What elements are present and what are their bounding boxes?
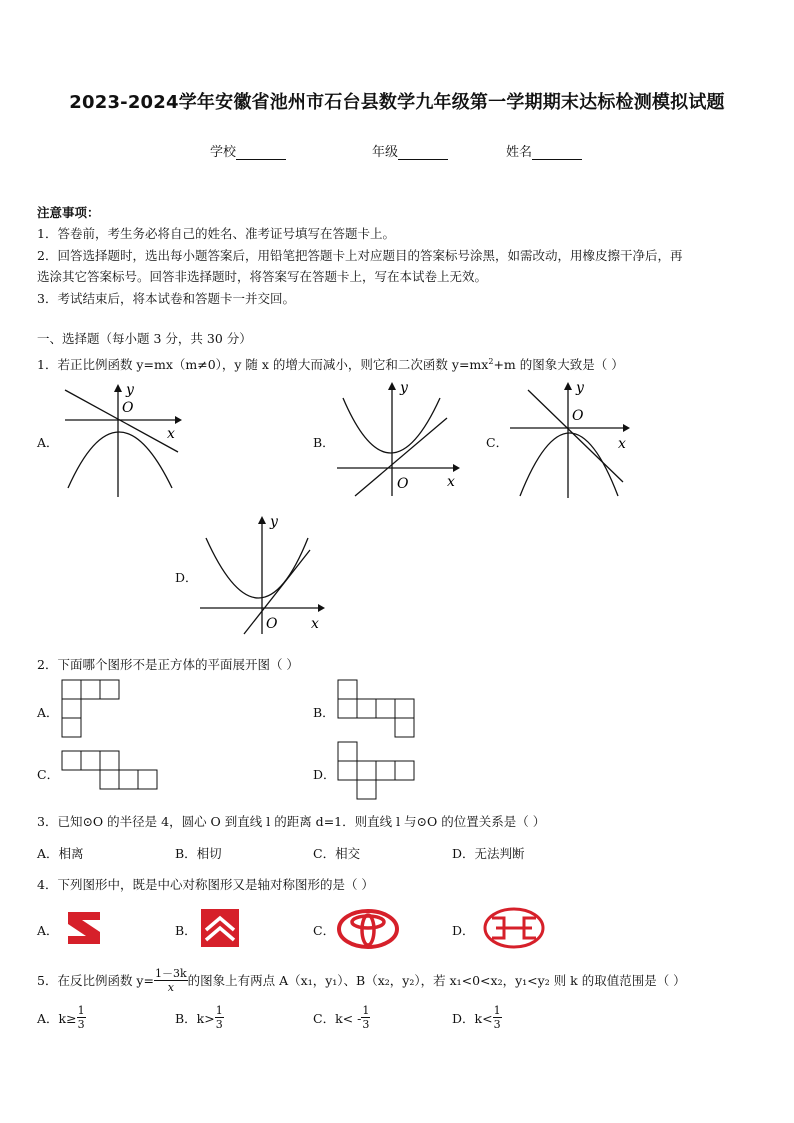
notice-item-3: 3．考试结束后，将本试卷和答题卡一并交回。 — [37, 291, 295, 306]
q3-option-c: C．相交 — [313, 846, 361, 861]
svg-text:y: y — [576, 380, 584, 396]
suzuki-logo-icon — [62, 906, 106, 950]
svg-text:y: y — [270, 514, 278, 530]
q4-option-a-label: A． — [37, 923, 59, 938]
q2-option-d-label: D． — [313, 767, 336, 782]
notice-item-2: 2．回答选择题时，选出每小题答案后，用铅笔把答题卡上对应题目的答案标号涂黑，如需改动，用橡皮擦干净后，再 — [37, 248, 683, 263]
notice-item-1: 1．答卷前，考生务必将自己的姓名、准考证号填写在答题卡上。 — [37, 226, 395, 241]
q1-graph-b — [335, 378, 465, 500]
q2-net-b — [336, 678, 418, 740]
svg-text:O: O — [122, 400, 134, 416]
q3-stem: 3．已知⊙O 的半径是 4，圆心 O 到直线 l 的距离 d=1．则直线 l 与⊙O 的位置关系是（ ） — [37, 814, 546, 829]
q5-fraction: $\frac{1-3k}{x}$ — [154, 966, 187, 994]
svg-text:y: y — [126, 382, 134, 398]
q3-option-d: D．无法判断 — [452, 846, 525, 861]
q1-option-d-label: D． — [175, 570, 198, 585]
svg-text:O: O — [572, 408, 584, 424]
q2-net-c — [60, 749, 160, 791]
svg-text:x: x — [447, 474, 455, 490]
q1-graph-a — [60, 380, 185, 500]
q2-stem: 2．下面哪个图形不是正方体的平面展开图（ ） — [37, 657, 299, 672]
grade-field: 年级 — [372, 141, 448, 160]
q5-option-b: B．k> $\frac{1}{3}$ — [175, 1004, 223, 1031]
q3-option-a: A．相离 — [37, 846, 84, 861]
section-heading: 一、选择题（每小题 3 分，共 30 分） — [37, 331, 252, 346]
svg-text:O: O — [397, 476, 409, 492]
svg-text:x: x — [311, 616, 319, 632]
q4-stem: 4．下列图形中，既是中心对称图形又是轴对称图形的是（ ） — [37, 877, 374, 892]
q1-option-c-label: C． — [486, 435, 509, 450]
q4-option-b-label: B． — [175, 923, 197, 938]
q2-net-d — [336, 740, 418, 802]
q2-option-a-label: A． — [37, 705, 59, 720]
q5-option-a: A．k≥ $\frac{1}{3}$ — [37, 1004, 85, 1031]
q1-graph-c — [508, 378, 638, 500]
svg-text:x: x — [618, 436, 626, 452]
q5-stem: 5．在反比例函数 y= $\frac{1-3k}{x}$ 的图象上有两点 A（x₁，y₁）、B（x₂，y₂），若 x₁<0<x₂，y₁<y₂ 则 k 的取值范围是（ ） — [37, 966, 686, 994]
citroen-logo-icon — [198, 906, 242, 950]
q1-option-a-label: A． — [37, 435, 59, 450]
notice-item-2-cont: 选涂其它答案标号。回答非选择题时，将答案写在答题卡上，写在本试卷上无效。 — [37, 269, 488, 284]
q4-option-c-label: C． — [313, 923, 336, 938]
q2-option-b-label: B． — [313, 705, 335, 720]
q1-graph-d — [198, 510, 328, 635]
page-title: 2023-2024学年安徽省池州市石台县数学九年级第一学期期末达标检测模拟试题 — [69, 92, 725, 113]
svg-text:y: y — [400, 380, 408, 396]
q3-option-b: B．相切 — [175, 846, 222, 861]
q2-option-c-label: C． — [37, 767, 60, 782]
q1-stem: 1．若正比例函数 y=mx（m≠0），y 随 x 的增大而减小，则它和二次函数 $y=mx^2+m$ 的图象大致是（ ） — [37, 356, 624, 372]
svg-text:x: x — [167, 426, 175, 442]
q4-option-d-label: D． — [452, 923, 475, 938]
notice-heading: 注意事项： — [37, 205, 100, 220]
hino-logo-icon — [482, 906, 546, 950]
q5-option-d: D．k< $\frac{1}{3}$ — [452, 1004, 501, 1031]
school-field: 学校 — [210, 141, 286, 160]
q5-option-c: C．k< - $\frac{1}{3}$ — [313, 1004, 370, 1031]
svg-text:O: O — [266, 616, 278, 632]
name-field: 姓名 — [506, 141, 582, 160]
q2-net-a — [60, 678, 122, 738]
q1-option-b-label: B． — [313, 435, 335, 450]
toyota-logo-icon — [336, 908, 400, 950]
